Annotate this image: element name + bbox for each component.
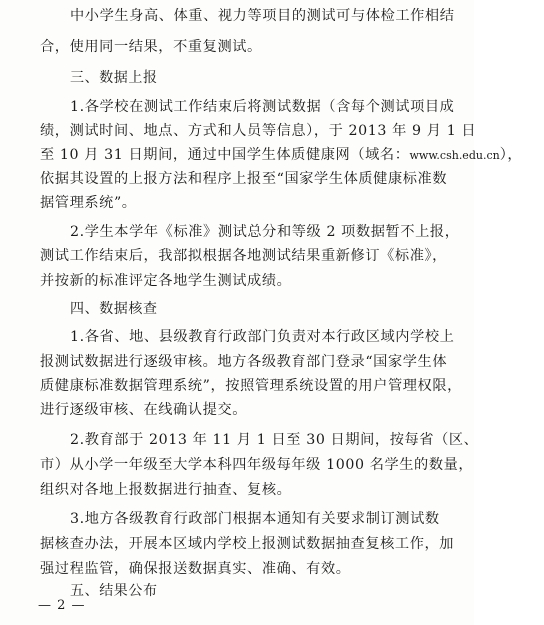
section-heading-data-reporting: 三、数据上报 [70,70,158,86]
paragraph-line: 1.各学校在测试工作结束后将测试数据（含每个测试项目成 [70,99,455,115]
text-segment: ）， [499,147,523,163]
page-number: — 2 — [38,598,86,613]
paragraph-line: 并按新的标准评定各地学生测试成绩。 [40,273,292,289]
paragraph-line: 合，使用同一结果，不重复测试。 [40,39,262,55]
paragraph-line: 绩，测试时间、地点、方式和人员等信息），于 2013 年 9 月 1 日 [40,123,477,139]
paragraph-line: 3.地方各级教育行政部门根据本通知有关要求制订测试数 [70,511,440,527]
paragraph-line: 测试工作结束后，我部拟根据各地测试结果重新修订《标准》， [40,248,447,264]
paragraph-line: 市）从小学一年级至大学本科四年级每年级 1000 名学生的数量， [40,457,474,473]
paragraph-line: 质健康标准数据管理系统”，按照管理系统设置的用户管理权限， [40,378,462,394]
section-heading-results-publication: 五、结果公布 [70,583,158,599]
paragraph-line: 据核查办法，开展本区域内学校上报测试数据抽查复核工作，加 [40,536,455,552]
paragraph-line: 进行逐级审核、在线确认提交。 [40,402,248,418]
section-heading-data-verification: 四、数据核查 [70,301,158,317]
paragraph-line: 据管理系统”。 [40,195,137,211]
text-segment: 至 10 月 31 日期间，通过中国学生体质健康网（域名： [40,147,410,163]
paragraph-line: 2.学生本学年《标准》测试总分和等级 2 项数据暂不上报， [70,224,460,240]
paragraph-line: 2.教育部于 2013 年 11 月 1 日至 30 日期间，按每省（区、 [70,432,479,448]
paragraph-line: 组织对各地上报数据进行抽查、复核。 [40,482,292,498]
paragraph-line: 1.各省、地、县级教育行政部门负责对本行政区域内学校上 [70,329,455,345]
paragraph-line: 强过程监管，确保报送数据真实、准确、有效。 [40,561,351,577]
paragraph-line: 依据其设置的上报方法和程序上报至“国家学生体质健康标准数 [40,171,448,187]
paragraph-line: 中小学生身高、体重、视力等项目的测试可与体检工作相结 [70,8,455,24]
website-domain: www.csh.edu.cn [409,149,500,162]
paragraph-line [40,146,523,165]
paragraph-line: 报测试数据进行逐级审核。地方各级教育部门登录“国家学生体 [40,354,448,370]
